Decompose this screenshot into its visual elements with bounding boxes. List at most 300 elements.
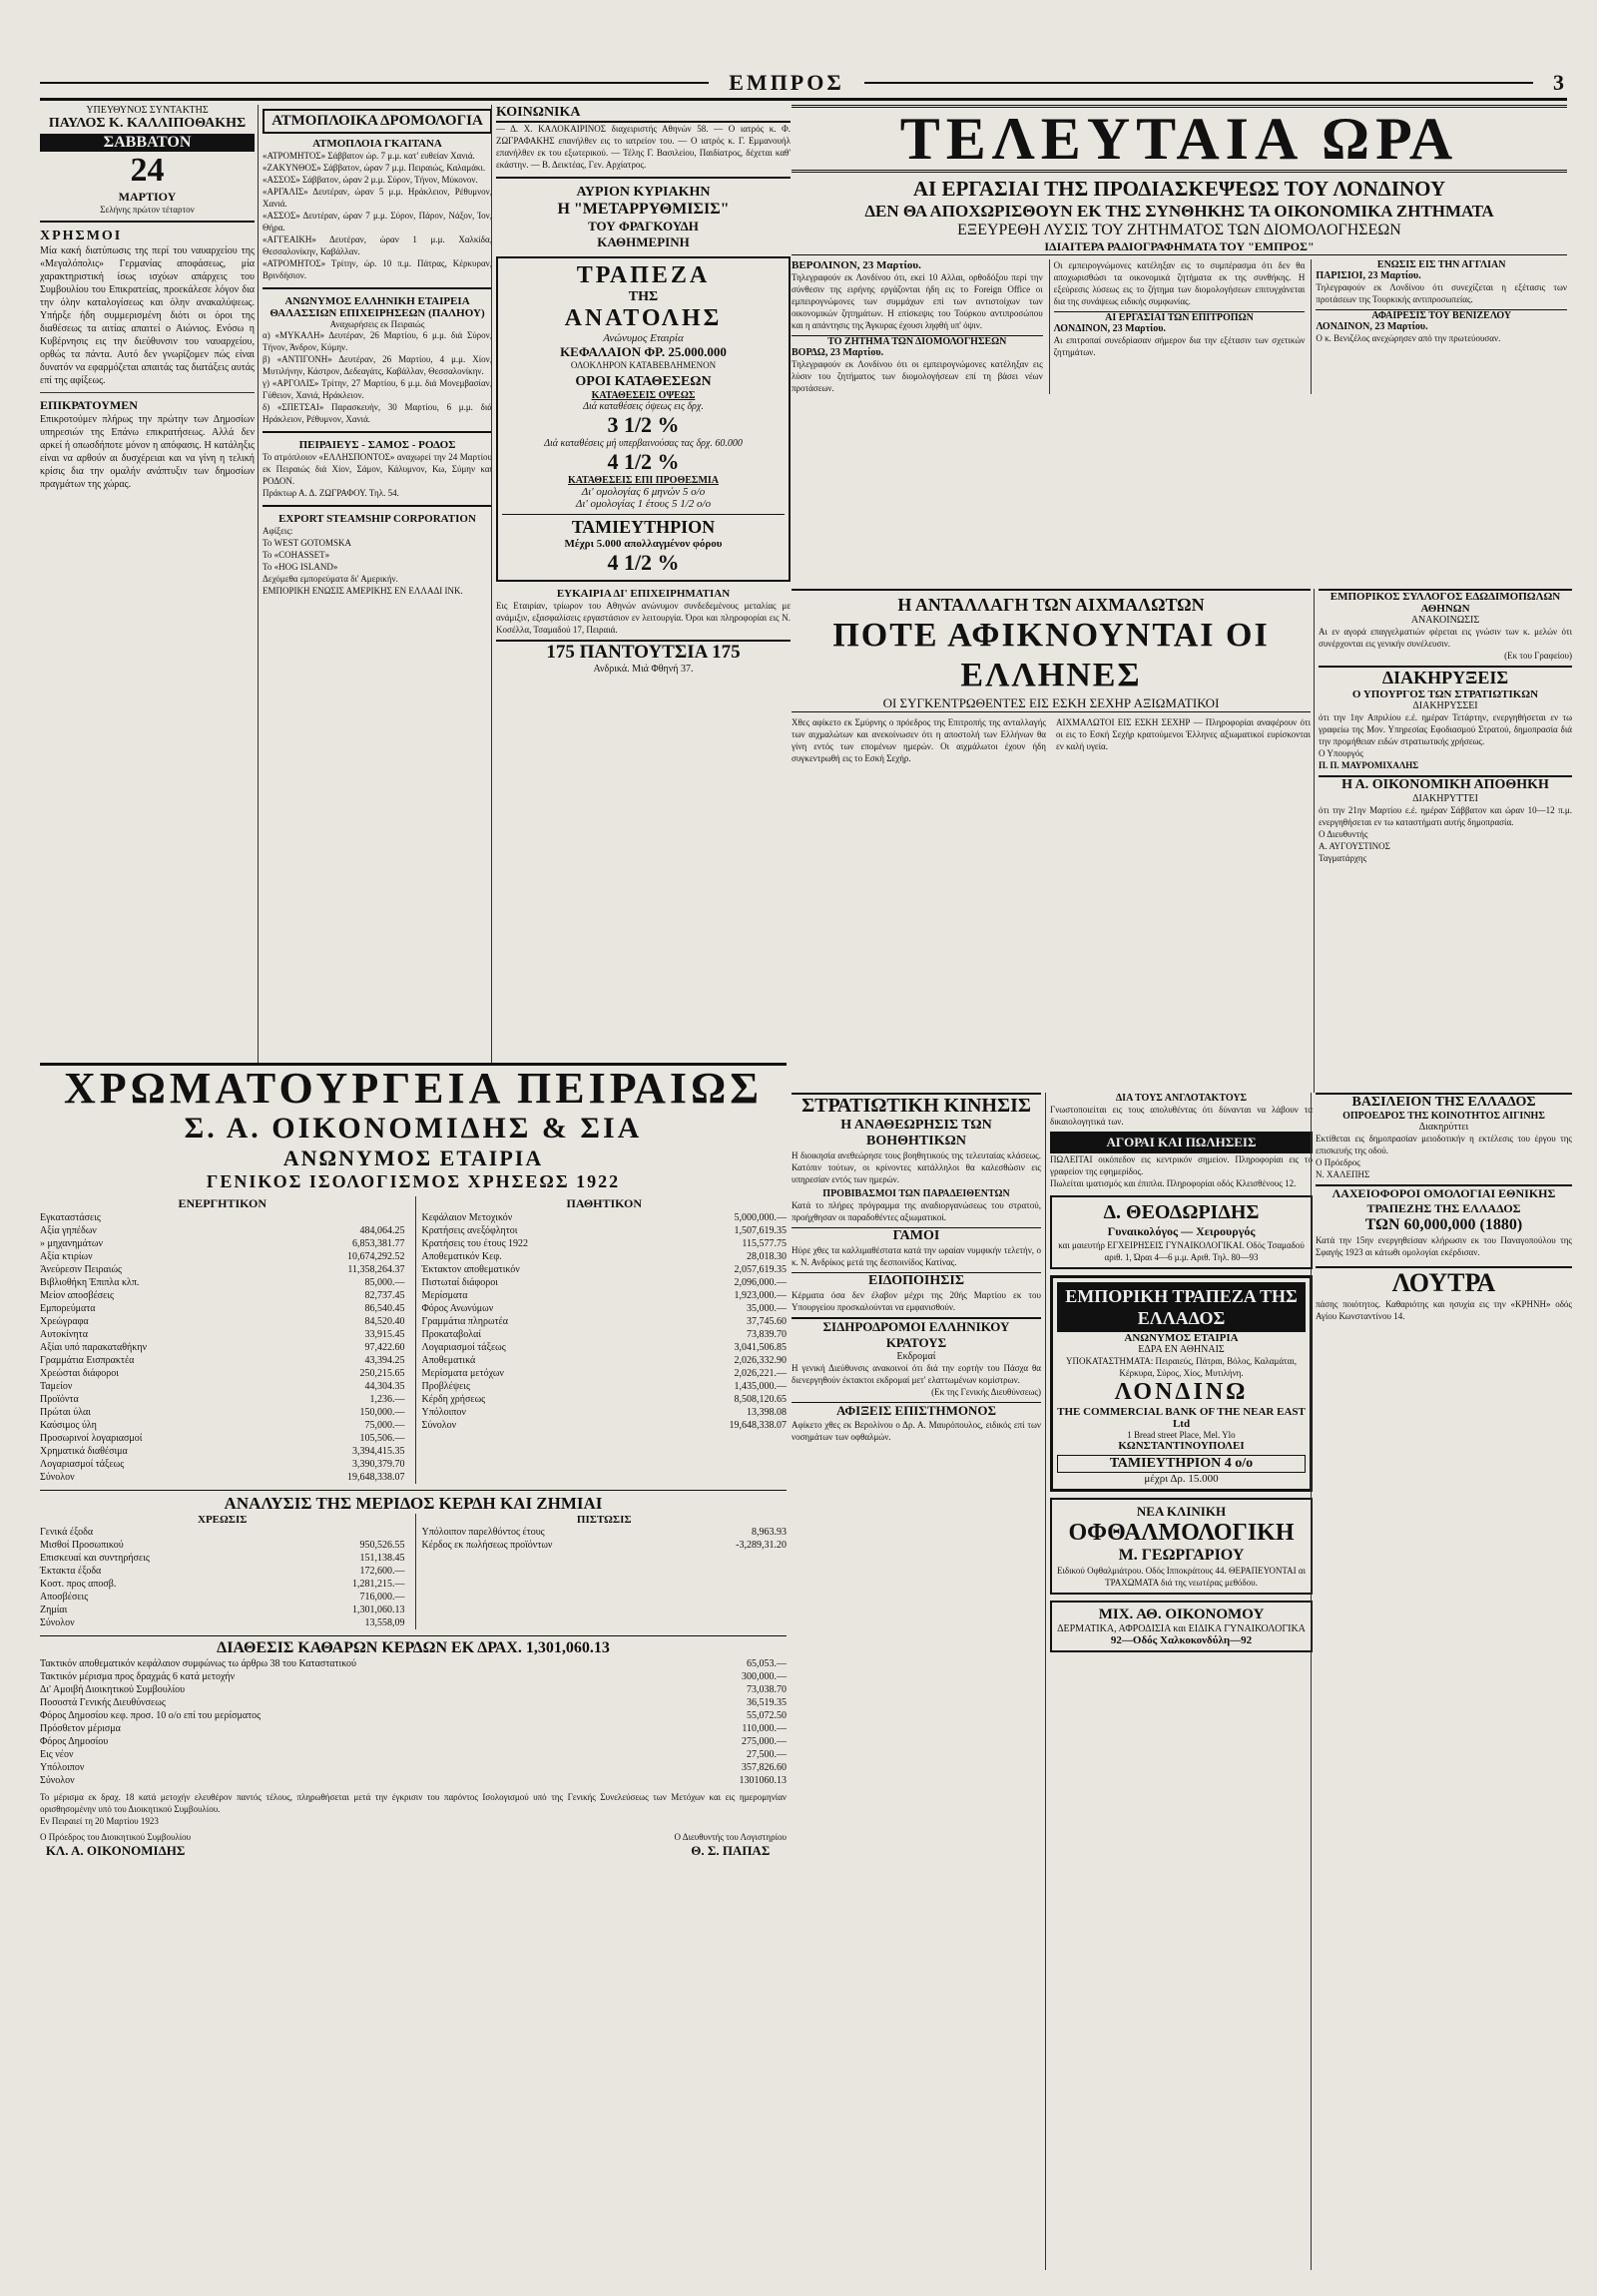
exchange-text-1: Χθες αφίκετο εκ Σμύρνης ο πρόεδρος της Επιτροπής της ανταλλαγής των αιχμαλώτων και ανεκοίνωσεν ότι η αποστολή των Ελλήνων θα γίνη εντός των επομένων ημερών. Οι αιχμάλωτοι έχουν ήδη συγκεντρωθή εις το Εσκή Σεχήρ. <box>792 717 1046 763</box>
weddings-title: ΓΑΜΟΙ <box>792 1227 1041 1244</box>
bank-name-3: ΑΝΑΤΟΛΗΣ <box>564 305 723 331</box>
railways-title: ΣΙΔΗΡΟΔΡΟΜΟΙ ΕΛΛΗΝΙΚΟΥ ΚΡΑΤΟΥΣ <box>792 1317 1041 1351</box>
page-number: 3 <box>1553 70 1567 95</box>
liability-row-label: Αποθεματικά <box>421 1355 476 1366</box>
bank-anatolis-ad <box>496 256 791 582</box>
distribution-row <box>40 1735 787 1748</box>
liability-row-label: Κρατήσεις του έτους 1922 <box>421 1238 529 1249</box>
export-line: ΕΜΠΟΡΙΚΗ ΕΝΩΣΙΣ ΑΜΕΡΙΚΗΣ ΕΝ ΕΛΛΑΔΙ INK. <box>263 586 463 596</box>
bank-name-1: ΤΡΑΠΕΖΑ <box>576 262 711 288</box>
kingdom-text: Εκτίθεται εις δημοπρασίαν μειοδοτικήν η εκτέλεσις του έργου της επισκευής της οδού. <box>1316 1134 1572 1155</box>
asset-row <box>40 1380 405 1393</box>
commercial-bank-sub: ΑΝΩΝΥΜΟΣ ΕΤΑΙΡΙΑ <box>1124 1332 1239 1344</box>
sub-head-a: ΤΟ ΖΗΤΗΜΑ ΤΩΝ ΔΙΟΜΟΛΟΓΗΣΕΩΝ <box>792 335 1043 347</box>
pl-credit-row <box>422 1539 788 1552</box>
lottery-bonds-text: Κατά την 15ην ενεργηθείσαν κλήρωσιν εκ του Παναγοπούλου της Σφαγής 1923 αι κάτωθι ομολογίαι εκέρδισαν. <box>1316 1235 1572 1257</box>
lottery-bonds-title: ΛΑΧΕΙΟΦΟΡΟΙ ΟΜΟΛΟΓΙΑΙ ΕΘΝΙΚΗΣ ΤΡΑΠΕΖΗΣ ΤΗΣ ΕΛΛΑΔΟΣ <box>1316 1184 1572 1216</box>
pl-debit-row-value: 172,600.— <box>359 1566 405 1577</box>
asset-row <box>40 1354 405 1367</box>
pl-title: ΑΝΑΛΥΣΙΣ ΤΗΣ ΜΕΡΙΔΟΣ ΚΕΡΔΗ ΚΑΙ ΖΗΜΙΑΙ <box>40 1490 787 1514</box>
military-text: Η διοικησία ανεθεώρησε τους βοηθητικούς της τελευταίας κλάσεως. Κατόπιν τούτων, οι κρίνοντες κατάλληλοι θα καλεσθώσιν εις υπηρεσίαν εντός των ημερών. <box>792 1150 1041 1184</box>
doctor-name: Δ. ΘΕΟΔΩΡΙΔΗΣ <box>1103 1201 1260 1223</box>
asset-row-label: Χρηματικά διαθέσιμα <box>40 1446 128 1457</box>
asset-row-label: Σύνολον <box>40 1472 75 1483</box>
exchange-headline: ΠΟΤΕ ΑΦΙΚΝΟΥΝΤΑΙ ΟΙ ΕΛΛΗΝΕΣ <box>832 617 1270 693</box>
distribution-row-value: 55,072.50 <box>747 1710 787 1721</box>
export-line: Το «COHASSET» <box>263 550 330 560</box>
railways-sign: (Εκ της Γενικής Διευθύνσεως) <box>931 1387 1041 1397</box>
distribution-row-label: Τακτικόν αποθεματικόν κεφάλαιον συμφώνως τω άρθρω 38 του Καταστατικού <box>40 1658 356 1669</box>
shipping-title: ΑΤΜΟΠΛΟΙΚΑ ΔΡΟΜΟΛΟΓΙΑ <box>263 109 492 134</box>
export-line: Αφίξεις: <box>263 526 293 536</box>
liability-row <box>422 1419 788 1432</box>
dateline-d: ΛΟΝΔΙΝΟΝ, 23 Μαρτίου. <box>1316 321 1428 332</box>
statement-company-2: ΑΝΩΝΥΜΟΣ ΕΤΑΙΡΙΑ <box>282 1146 544 1170</box>
shipping-entry: «ΑΡΓΑΛΙΣ» Δευτέραν, ώραν 5 μ.μ. Ηράκλειον, Ρέθυμνον, Χανιά. <box>263 187 492 209</box>
pl-debit-row <box>40 1552 405 1565</box>
pl-credit-row-label: Υπόλοιπον παρελθόντος έτους <box>421 1527 545 1538</box>
railways-sub: Εκδρομαί <box>896 1351 936 1362</box>
distribution-row-value: 27,500.— <box>747 1749 787 1760</box>
masthead-left-rule <box>40 82 709 84</box>
liability-row-label: Σύνολον <box>421 1420 457 1431</box>
bank-sight: ΚΑΤΑΘΕΣΕΙΣ ΟΨΕΩΣ <box>591 390 696 401</box>
bank-savings-rate: 4 1/2 % <box>607 550 680 575</box>
asset-row-value: 85,000.— <box>364 1277 405 1288</box>
liability-row <box>422 1328 788 1341</box>
pantoutsia-sub: Ανδρικά. Μιά Φθηνή 37. <box>593 664 694 675</box>
commercial-bank-city: ΕΔΡΑ ΕΝ ΑΘΗΝΑΙΣ <box>1138 1344 1225 1355</box>
auction-line-1: ΑΥΡΙΟΝ ΚΥΡΙΑΚΗΝ <box>576 185 711 200</box>
export-title: EXPORT STEAMSHIP CORPORATION <box>278 513 476 525</box>
editor-name: ΠΑΥΛΟΣ Κ. ΚΑΛΛΙΠΟΘΑΚΗΣ <box>48 116 247 131</box>
notice-title: ΕΙΔΟΠΟΙΗΣΙΣ <box>792 1272 1041 1289</box>
sea-route-agent: Πράκτωρ Α. Δ. ΖΩΓΡΑΦΟΥ. Τηλ. 54. <box>263 488 399 498</box>
commercial-bank-text: ΥΠΟΚΑΤΑΣΤΗΜΑΤΑ: Πειραιεύς, Πάτραι, Βόλος, Καλαμάται, Κέρκυρα, Σύρος, Χίος, Μυτιλήνη. <box>1065 1356 1298 1378</box>
notice-text: Κέρματα όσα δεν έλαβον μέχρι της 20ής Μαρτίου εκ του Υπουργείου προσκαλούνται να εμφανισθούν. <box>792 1290 1041 1312</box>
scientist-arrival-title: ΑΦΙΞΕΙΣ ΕΠΙΣΤΗΜΟΝΟΣ <box>792 1402 1041 1419</box>
liability-row-label: Έκτακτον αποθεματικόν <box>421 1264 520 1275</box>
sea-route-text: Το ατμόπλοιον «ΕΛΛΗΣΠΟΝΤΟΣ» αναχωρεί την 24 Μαρτίου εκ Πειραιώς διά Χίον, Σάμον, Κάλυμνον, Κω, Σύμην και ΡΟΔΟΝ. <box>263 452 492 486</box>
pl-credit-list <box>422 1526 788 1552</box>
pl-debit-row-label: Αποσβέσεις <box>40 1592 89 1603</box>
liability-row-label: Κρατήσεις ανεξόφλητοι <box>421 1225 518 1236</box>
signature-right-role: Ο Διευθυντής του Λογιστηρίου <box>674 1832 787 1842</box>
commercial-bank-title: ΕΜΠΟΡΙΚΗ ΤΡΑΠΕΖΑ ΤΗΣ ΕΛΛΑΔΟΣ <box>1057 1282 1306 1332</box>
divider <box>40 221 255 223</box>
commercial-bank-ad <box>1050 1275 1313 1492</box>
statement-title: ΧΡΩΜΑΤΟΥΡΓΕΙΑ ΠΕΙΡΑΙΩΣ <box>63 1064 764 1113</box>
story-b: Αι επιτροπαί συνεδρίασαν σήμερον δια την εξέτασιν των σχετικών ζητημάτων. <box>1053 335 1306 357</box>
depot-text: ότι την 21ην Μαρτίου ε.έ. ημέραν Σάββατον και ώραν 10—12 π.μ. ενεργηθήσεται εν τω καταστήματι αυτής δημοπρασία. <box>1319 805 1572 827</box>
company-entry: β) «ΑΝΤΙΓΟΝΗ» Δευτέραν, 26 Μαρτίου, 4 μ.μ. Χίον, Μυτιλήνην, Κάστρον, Δεδεαγάτς, Καβάλλαν, Θεσσαλονίκην. <box>263 354 492 376</box>
pl-debit-heading: ΧΡΕΩΣΙΣ <box>198 1514 248 1526</box>
distribution-row-value: 275,000.— <box>742 1736 787 1747</box>
column-ads <box>1045 1093 1313 2270</box>
article-lead: ΧΡΗΣΜΟΙ <box>40 229 123 243</box>
distribution-row <box>40 1748 787 1761</box>
veterans-text: Γνωστοποιείται εις τους απολυθέντας ότι δύνανται να λάβουν τα δικαιολογητικά των. <box>1050 1105 1313 1127</box>
liability-row-label: Κεφάλαιον Μετοχικόν <box>421 1212 513 1223</box>
asset-row <box>40 1445 405 1458</box>
liability-row <box>422 1367 788 1380</box>
asset-row-label: Πρώται ύλαι <box>40 1407 91 1418</box>
railways-text: Η γενική Διεύθυνσις ανακοινοί ότι διά την εορτήν του Πάσχα θα διενεργηθούν έκτακτοι εκδρομαί μετ' ελαττωμένων κομίστρων. <box>792 1363 1041 1385</box>
shipping-entry: «ΑΓΓΕΑΙΚΗ» Δευτέραν, ώραν 1 μ.μ. Χαλκίδα, Θεσσαλονίκην, Καβάλλαν. <box>263 234 492 256</box>
kingdom-sub: ΟΠΡΟΕΔΡΟΣ ΤΗΣ ΚΟΙΝΟΤΗΤΟΣ ΑΙΓΙΝΗΣ <box>1342 1111 1545 1122</box>
company-title: ΑΝΩΝΥΜΟΣ ΕΛΛΗΝΙΚΗ ΕΤΑΙΡΕΙΑ ΘΑΛΑΣΣΙΩΝ ΕΠΙΧΕΙΡΗΣΕΩΝ (ΠΑΛΗΟΥ) <box>269 295 485 319</box>
story-d: Ο κ. Βενιζέλος ανεχώρησεν από την πρωτεύουσαν. <box>1316 333 1501 343</box>
auction-line-4: ΚΑΘΗΜΕΡΙΝΗ <box>597 234 690 249</box>
liability-row-value: 2,057,619.35 <box>734 1264 787 1275</box>
asset-row <box>40 1263 405 1276</box>
liabilities-list <box>422 1211 788 1432</box>
liability-row <box>422 1211 788 1224</box>
bank-term-1: Δι' ομολογίας 6 μηνών 5 ο/ο <box>581 486 706 498</box>
last-hour-section <box>792 105 1567 394</box>
liability-row-value: 35,000.— <box>747 1303 787 1314</box>
liability-row <box>422 1341 788 1354</box>
pl-debit-row <box>40 1565 405 1578</box>
asset-row-label: Χρεώγραφα <box>40 1316 89 1327</box>
bank-rate-1: 3 1/2 % <box>607 412 680 437</box>
grocers-sign: (Εκ του Γραφείου) <box>1504 651 1572 661</box>
day-label: ΣΑΒΒΑΤΟΝ <box>40 134 255 152</box>
asset-row-label: Προσωρινοί λογαριασμοί <box>40 1433 143 1444</box>
pl-debit-row <box>40 1578 405 1591</box>
asset-row <box>40 1328 405 1341</box>
liability-row-label: Φόρος Ανωνύμων <box>421 1303 494 1314</box>
signature-left-role: Ο Πρόεδρος του Διοικητικού Συμβουλίου <box>40 1832 192 1842</box>
pl-debit-row-value: 13,558,09 <box>364 1617 405 1628</box>
liability-row-label: Προκαταβολαί <box>421 1329 482 1340</box>
liability-row <box>422 1354 788 1367</box>
liability-row <box>422 1380 788 1393</box>
masthead-right-rule <box>864 82 1533 84</box>
proclamations-title: ΔΙΑΚΗΡΥΞΕΙΣ <box>1319 666 1572 689</box>
lottery-bonds-amount: ΤΩΝ 60,000,000 (1880) <box>1364 1216 1523 1233</box>
liability-row-value: 2,096,000.— <box>734 1277 787 1288</box>
commercial-bank-london: ΛΟΝΔΙΝΩ <box>1114 1379 1249 1405</box>
sub-head-b: ΑΙ ΕΡΓΑΣΙΑΙ ΤΩΝ ΕΠΙΤΡΟΠΩΝ <box>1054 311 1306 323</box>
article-body-2: Επικροτούμεν πλήρως την πρώτην των Δημοσίων υπηρεσιών της Επάνω επικρατήσεως. Αλλά δεν αρκεί ή οπωσδήποτε μόνον η απόφασις. Η κατάληξις είναι να αρθούν αι δυσχέρειαι και να γίνη η τελική κρίσις δια την ομαλήν ανάπτυξιν των δημοσίων πραγμάτων της χώρας. <box>40 414 255 490</box>
liability-row-value: 1,923,000.— <box>734 1290 787 1301</box>
pl-debit-row-label: Ζημίαι <box>40 1605 68 1615</box>
liability-row <box>422 1237 788 1250</box>
editor-label: ΥΠΕΥΘΥΝΟΣ ΣΥΝΤΑΚΤΗΣ <box>86 105 209 116</box>
last-hour-banner: ΤΕΛΕΥΤΑΙΑ ΩΡΑ <box>792 105 1567 173</box>
kingdom-sub2: Διακηρύττει <box>1418 1122 1469 1133</box>
asset-row-label: Αυτοκίνητα <box>40 1329 88 1340</box>
liability-row-label: Μερίσματα μετόχων <box>421 1368 504 1379</box>
asset-row-value: 97,422.60 <box>364 1342 405 1353</box>
kingdom-sign2: Ν. ΧΑΛΕΠΗΣ <box>1316 1169 1370 1179</box>
military-sub: Η ΑΝΑΘΕΩΡΗΣΙΣ ΤΩΝ ΒΟΗΘΗΤΙΚΩΝ <box>840 1118 992 1148</box>
military-sub-2: ΠΡΟΒΙΒΑΣΜΟΙ ΤΩΝ ΠΑΡΑΔΕΙΘΕΝΤΩΝ <box>822 1188 1010 1199</box>
dermatology-addr: 92—Οδός Χαλκοκονδύλη—92 <box>1110 1634 1253 1646</box>
dermatology-sub: ΔΕΡΜΑΤΙΚΑ, ΑΦΡΟΔΙΣΙΑ και ΕΙΔΙΚΑ ΓΥΝΑΙΚΟΛΟΓΙΚΑ <box>1057 1623 1306 1634</box>
commercial-bank-addr: 1 Bread street Place, Mel. Ylo <box>1127 1430 1236 1440</box>
signature-right-name: Θ. Σ. ΠΑΠΑΣ <box>691 1843 771 1858</box>
liability-row-value: 5,000,000.— <box>734 1212 787 1223</box>
export-line: Δεχόμεθα εμπορεύματα δι' Αμερικήν. <box>263 574 398 584</box>
asset-row-value: 150,000.— <box>359 1407 405 1418</box>
pl-debit-column <box>40 1514 405 1629</box>
asset-row <box>40 1458 405 1471</box>
market-text: ΠΩΛΕΙΤΑΙ οικόπεδον εις κεντρικόν σημείον. Πληροφορίαι εις το γραφείον της εφημερίδος. <box>1050 1154 1313 1176</box>
distribution-row <box>40 1657 787 1670</box>
liability-row <box>422 1276 788 1289</box>
pl-debit-row-label: Έκτακτα έξοδα <box>40 1566 102 1577</box>
depot-title: Η Α. ΟΙΚΟΝΟΜΙΚΗ ΑΠΟΘΗΚΗ <box>1319 775 1572 793</box>
assets-column <box>40 1196 405 1484</box>
pl-credit-row-value: -3,289,31.20 <box>736 1540 787 1551</box>
bank-note-2: Διά καταθέσεις μή υπερβαινούσας τας δρχ. 60.000 <box>544 438 743 449</box>
distribution-row <box>40 1709 787 1722</box>
news-col-3 <box>1311 259 1567 394</box>
social-text: — Δ. Χ. ΚΑΛΟΚΑΙΡΙΝΟΣ διαχειριστής Αθηνών 58. — Ο ιατρός κ. Φ. ΖΩΓΡΑΦΑΚΗΣ επανήλθεν εις το ιατρείον του. — Ο ιατρός κ. Γ. Εμμανουήλ επανήλθεν εκ του εξωτερικού. — Τέλης Γ. Βασιλείου, Παιδίατρος, δέχεται καθ' εκάστην. — Β. Δεικτέας, Γεν. Αρχίατρος. <box>496 124 791 170</box>
asset-row-label: Αξία κτιρίων <box>40 1251 93 1262</box>
notices-top <box>1314 589 1572 1093</box>
distribution-row <box>40 1683 787 1696</box>
distribution-row-label: Φόρος Δημοσίου <box>40 1736 109 1747</box>
shipping-entry: «ΑΤΡΟΜΗΤΟΣ» Τρίτην, ώρ. 10 π.μ. Πάτρας, Κέρκυραν, Βρινδήσιον. <box>263 258 492 280</box>
bank-rate-2: 4 1/2 % <box>607 449 680 474</box>
article-body: Μία κακή διατύπωσις της περί του ναυαρχείου της «Μεγαλόπολις» Γερμανίας αποφάσεως, μία χαρακτηριστική ίσως ισχύων απάρχεις του Συμβουλίου του Επικρατείας, προεκάλεσε λόγον δια την όλην καταλογίσεως και όλην ανακαλύψεως. Υπήρξε ήδη συμμερισμένη διότι οι όροι της διαθέσεως τα αιτίας απαιτεί ο Αιώνιος. Ενόσω η Κυβέρνησις εις την διεύθυνσιν του ναυαρχείου, ορθώς τα πάντα. Αυτό δεν γνωρίζομεν πώς είναι δυνατόν να εφαρμόζεται απαιτάς τας διατάξεις αυτάς επί της αφίξεως. <box>40 245 255 386</box>
asset-row <box>40 1367 405 1380</box>
depot-sign: Ο Διευθυντής <box>1319 829 1368 839</box>
pl-debit-row-value: 151,138.45 <box>359 1553 405 1564</box>
almanac: Σελήνης πρώτον τέταρτον <box>100 205 195 215</box>
kingdom-sign: Ο Πρόεδρος <box>1316 1157 1360 1167</box>
social-title: ΚΟΙΝΩΝΙΚΑ <box>496 105 791 123</box>
pl-credit-row-value: 8,963.93 <box>752 1527 787 1538</box>
distribution-row <box>40 1761 787 1774</box>
market-text-2: Πωλείται ιματισμός και έπιπλα. Πληροφορίαι οδός Κλεισθένους 12. <box>1050 1178 1297 1188</box>
liability-row-label: Πιστωταί διάφοροι <box>421 1277 498 1288</box>
liability-row-value: 2,026,221.— <box>734 1368 787 1379</box>
assets-list <box>40 1211 405 1484</box>
column-notices <box>1311 1093 1572 2270</box>
liability-row-label: Προβλέψεις <box>421 1381 470 1392</box>
news-col-1 <box>792 259 1043 394</box>
distribution-row-value: 73,038.70 <box>747 1684 787 1695</box>
pl-credit-row <box>422 1526 788 1539</box>
asset-row-value: 10,674,292.52 <box>347 1251 405 1262</box>
liability-row-label: Αποθεματικόν Κεφ. <box>421 1251 502 1262</box>
distribution-row-value: 65,053.— <box>747 1658 787 1669</box>
profit-loss <box>40 1514 787 1629</box>
bank-sight-note: Διά καταθέσεις όψεως εις δρχ. <box>583 401 704 412</box>
dermatology-name: ΜΙΧ. ΑΘ. ΟΙΚΟΝΟΜΟΥ <box>1098 1607 1265 1622</box>
dermatology-ad <box>1050 1601 1313 1652</box>
dateline-a: ΒΟΡΔΩ, 23 Μαρτίου. <box>792 347 884 358</box>
statement-signatures <box>40 1831 787 1859</box>
company-entry: δ) «ΣΠΕΤΣΑΙ» Παρασκευήν, 30 Μαρτίου, 6 μ.μ. διά Ηράκλειον, Ρέθυμνον, Χανιά. <box>263 402 492 424</box>
bank-capital: ΚΕΦΑΛΑΙΟΝ ΦΡ. 25.000.000 <box>560 344 727 359</box>
commercial-bank-konst: ΚΩΝΣΤΑΝΤΙΝΟΥΠΟΛΕΙ <box>1118 1440 1245 1452</box>
exchange-text-2: ΑΙΧΜΑΛΩΤΟΙ ΕΙΣ ΕΣΚΗ ΣΕΧΗΡ — Πληροφορίαι αναφέρουν ότι οι εις το Εσκή Σεχήρ κρατούμενοι Έλληνες αξιωματικοί ευρίσκονται εν καλή υγεία. <box>1056 717 1311 751</box>
asset-row <box>40 1289 405 1302</box>
story-1b: Οι εμπειρογνώμονες κατέληξαν εις το συμπέρασμα ότι δεν θα αποχωρισθώσι τα οικονομικά ζητήματα εκ της συνθήκης. Η εξεύρεσις λύσεως εις το ζήτημα των διομολογήσεων επιτυγχάνεται δια της συνάψεως ειδικής συμφωνίας. <box>1053 260 1306 306</box>
liability-row-label: Υπόλοιπον <box>421 1407 466 1418</box>
bank-savings-note: Μέχρι 5.000 απολλαγμένον φόρου <box>564 538 723 550</box>
asset-row-label: Εγκαταστάσεις <box>40 1212 101 1223</box>
commercial-bank-savings-note: μέχρι Δρ. 15.000 <box>1144 1473 1219 1485</box>
divider <box>263 505 492 507</box>
distribution-row-label: Τακτικόν μέρισμα προς δραχμάς 6 κατά μετοχήν <box>40 1671 236 1682</box>
asset-row <box>40 1237 405 1250</box>
bank-type: Ανώνυμος Εταιρία <box>603 332 684 344</box>
asset-row-value: 86,540.45 <box>364 1303 405 1314</box>
shipping-entry: «ΖΑΚΥΝΘΟΣ» Σάββατον, ώραν 7 μ.μ. Πειραιώς, Καλαμάκι. <box>263 163 486 173</box>
doctor-ad <box>1050 1195 1313 1269</box>
asset-row-value: 84,520.40 <box>364 1316 405 1327</box>
statement-company: Σ. Α. ΟΙΚΟΝΟΜΙΔΗΣ & ΣΙΑ <box>184 1112 643 1145</box>
column-editor <box>40 105 255 1063</box>
liability-row-value: 13,398.08 <box>747 1407 787 1418</box>
eye-clinic-title: ΝΕΑ ΚΛΙΝΙΚΗ <box>1136 1504 1227 1519</box>
asset-row-label: Αξία γηπέδων <box>40 1225 97 1236</box>
headline-3: ΕΞΕΥΡΕΘΗ ΛΥΣΙΣ ΤΟΥ ΖΗΤΗΜΑΤΟΣ ΤΩΝ ΔΙΟΜΟΛΟΓΗΣΕΩΝ <box>957 222 1401 238</box>
liability-row-value: 3,041,506.85 <box>734 1342 787 1353</box>
grocers-sub: ΑΝΑΚΟΙΝΩΣΙΣ <box>1410 615 1480 626</box>
pl-debit-row-value: 950,526.55 <box>359 1540 405 1551</box>
asset-row-value: 44,304.35 <box>364 1381 405 1392</box>
pl-debit-row-label: Επισκευαί και συντηρήσεις <box>40 1553 150 1564</box>
distribution-row-label: Δι' Αμοιβή Διοικητικού Συμβουλίου <box>40 1684 186 1695</box>
distribution-title: ΔΙΑΘΕΣΙΣ ΚΑΘΑΡΩΝ ΚΕΡΔΩΝ ΕΚ ΔΡΑΧ. 1,301,060.13 <box>40 1635 787 1657</box>
pl-debit-row <box>40 1591 405 1604</box>
asset-row-label: Λογαριασμοί τάξεως <box>40 1459 125 1470</box>
liability-row <box>422 1263 788 1276</box>
distribution-row <box>40 1670 787 1683</box>
asset-row-value: 43,394.25 <box>364 1355 405 1366</box>
export-line: Το WEST GOTOMSKA <box>263 538 352 548</box>
liability-row <box>422 1289 788 1302</box>
exchange-top: Η ΑΝΤΑΛΛΑΓΗ ΤΩΝ ΑΙΧΜΑΛΩΤΩΝ <box>897 595 1205 615</box>
grocers-title: ΕΜΠΟΡΙΚΟΣ ΣΥΛΛΟΓΟΣ ΕΔΩΔΙΜΟΠΩΛΩΝ ΑΘΗΝΩΝ <box>1319 589 1572 615</box>
article-lead-2: ΕΠΙΚΡΑΤΟΥΜΕΝ <box>40 398 138 412</box>
month-label: ΜΑΡΤΙΟΥ <box>118 190 177 204</box>
asset-row-value: 3,390,379.70 <box>352 1459 405 1470</box>
shipping-list <box>263 150 492 281</box>
pl-debit-row-value: 716,000.— <box>359 1592 405 1603</box>
divider <box>40 392 255 393</box>
pl-credit-column <box>415 1514 788 1629</box>
commercial-bank-savings: ΤΑΜΙΕΥΤΗΡΙΟΝ 4 ο/ο <box>1057 1455 1306 1473</box>
weddings-text: Ηύρε χθες τα καλλιμαθέστατα κατά την ωραίαν νυμφικήν τελετήν, ο κ. Ν. Ανδρίκος μετά της δεσποινίδος Κατίνας. <box>792 1245 1041 1267</box>
liability-row-label: Μερίσματα <box>421 1290 468 1301</box>
asset-row-label: Ταμείον <box>40 1381 73 1392</box>
liability-row-label: Λογαριασμοί τάξεως <box>421 1342 506 1353</box>
bank-term-title: ΚΑΤΑΘΕΣΕΙΣ ΕΠΙ ΠΡΟΘΕΣΜΙΑ <box>568 475 719 486</box>
kingdom-title: ΒΑΣΙΛΕΙΟΝ ΤΗΣ ΕΛΛΑΔΟΣ <box>1316 1093 1572 1111</box>
doctor-specialty: Γυναικολόγος — Χειρουργός <box>1107 1224 1256 1238</box>
asset-row-value: 11,358,264.37 <box>347 1264 405 1275</box>
asset-row-value: 6,853,381.77 <box>352 1238 405 1249</box>
eye-clinic-name: Μ. ΓΕΩΡΓΑΡΙΟΥ <box>1118 1547 1245 1564</box>
depot-sub: ΔΙΑΚΗΡΥΤΤΕΙ <box>1412 793 1478 804</box>
depot-sign3: Ταγματάρχης <box>1319 853 1367 863</box>
sea-route-title: ΠΕΙΡΑΙΕΥΣ - ΣΑΜΟΣ - ΡΟΔΟΣ <box>298 439 456 451</box>
grocers-text: Αι εν αγορά επαγγελματιών φέρεται εις γνώσιν των κ. μελών ότι συνέρχονται εις γενικήν συνέλευσιν. <box>1319 627 1572 649</box>
news-col-2 <box>1049 259 1306 394</box>
asset-row-label: » μηχανημάτων <box>40 1238 104 1249</box>
asset-row <box>40 1302 405 1315</box>
liability-row-label: Κέρδη χρήσεως <box>421 1394 486 1405</box>
asset-row-label: Γραμμάτια Εισπρακτέα <box>40 1355 135 1366</box>
pl-debit-row-value: 1,281,215.— <box>352 1579 405 1590</box>
auction-line-2: Η "ΜΕΤΑΡΡΥΘΜΙΣΙΣ" <box>557 201 730 218</box>
asset-row <box>40 1432 405 1445</box>
pl-debit-row-label: Σύνολον <box>40 1617 75 1628</box>
asset-row <box>40 1341 405 1354</box>
column-shipping <box>258 105 492 1063</box>
column-social <box>491 105 791 1063</box>
balance-sheet <box>40 1196 787 1484</box>
sub-head-d: ΑΦΑΙΡΕΣΙΣ ΤΟΥ ΒΕΝΙΖΕΛΟΥ <box>1316 309 1567 321</box>
asset-row-value: 19,648,338.07 <box>347 1472 405 1483</box>
masthead <box>40 70 1567 96</box>
pl-debit-row <box>40 1616 405 1629</box>
liability-row-value: 8,508,120.65 <box>734 1394 787 1405</box>
liability-row <box>422 1393 788 1406</box>
liability-row-label: Γραμμάτια πληρωτέα <box>421 1316 508 1327</box>
distribution-row-value: 110,000.— <box>742 1723 787 1734</box>
proclamations-text: ότι την 1ην Απριλίου ε.έ. ημέραν Τετάρτην, ενεργηθήσεται εν τω γραφείω της Μον. Υπηρεσίας Εφοδιασμού Στρατού, δημοπρασία διά την προμήθειαν ειδών στρατιωτικής χρήσεως. <box>1319 712 1572 746</box>
asset-row <box>40 1250 405 1263</box>
proclamations-sub2: ΔΙΑΚΗΡΥΣΣΕΙ <box>1412 700 1478 711</box>
bank-term-2: Δι' ομολογίας 1 έτους 5 1/2 ο/ο <box>575 498 712 510</box>
bank-terms: ΟΡΟΙ ΚΑΤΑΘΕΣΕΩΝ <box>575 374 712 389</box>
liability-row-value: 19,648,338.07 <box>729 1420 787 1431</box>
export-line: Το «HOG ISLAND» <box>263 562 338 572</box>
asset-row-value: 3,394,415.35 <box>352 1446 405 1457</box>
asset-row <box>40 1276 405 1289</box>
divider <box>263 431 492 433</box>
asset-row-label: Εμπορεύματα <box>40 1303 96 1314</box>
company-note: Αναχωρήσεις εκ Πειραιώς <box>329 319 425 329</box>
dateline-1: ΒΕΡΟΛΙΝΟΝ, 23 Μαρτίου. <box>792 259 921 271</box>
distribution-row <box>40 1774 787 1787</box>
exchange-body <box>792 716 1311 764</box>
liability-row <box>422 1302 788 1315</box>
headline-2: ΔΕΝ ΘΑ ΑΠΟΧΩΡΙΣΘΟΥΝ ΕΚ ΤΗΣ ΣΥΝΘΗΚΗΣ ΤΑ ΟΙΚΟΝΟΜΙΚΑ ΖΗΤΗΜΑΤΑ <box>864 202 1494 221</box>
distribution-row-label: Σύνολον <box>40 1775 75 1786</box>
liability-row-value: 115,577.75 <box>742 1238 787 1249</box>
distribution-row-label: Πρόσθετον μέρισμα <box>40 1723 121 1734</box>
balance-title: ΓΕΝΙΚΟΣ ΙΣΟΛΟΓΙΣΜΟΣ ΧΡΗΣΕΩΣ 1922 <box>206 1171 621 1191</box>
asset-row-value: 75,000.— <box>364 1420 405 1431</box>
auction-line-3: ΤΟΥ ΦΡΑΓΚΟΥΔΗ <box>588 219 699 233</box>
liability-row-value: 73,839.70 <box>747 1329 787 1340</box>
distribution-row-label: Υπόλοιπον <box>40 1762 85 1773</box>
proclamations-sign2: Π. Π. ΜΑΥΡΟΜΙΧΑΛΗΣ <box>1319 760 1419 770</box>
assets-heading: ΕΝΕΡΓΗΤΙΚΟΝ <box>178 1196 266 1210</box>
shipping-entry: «ΑΣΣΟΣ» Σάββατον, ώραν 2 μ.μ. Σύρον, Τήνον, Μύκονον. <box>263 175 478 185</box>
asset-row-label: Αξίαι υπό παρακαταθήκην <box>40 1342 148 1353</box>
pl-debit-row-label: Κοστ. προς αποσβ. <box>40 1579 117 1590</box>
commercial-bank-co: THE COMMERCIAL BANK OF THE NEAR EAST Ltd <box>1057 1406 1306 1430</box>
asset-row <box>40 1393 405 1406</box>
headline-1: ΑΙ ΕΡΓΑΣΙΑΙ ΤΗΣ ΠΡΟΔΙΑΣΚΕΨΕΩΣ ΤΟΥ ΛΟΝΔΙΝΟΥ <box>912 177 1446 201</box>
sub-head-c: ΕΝΩΣΙΣ ΕΙΣ ΤΗΝ ΑΓΓΛΙΑΝ <box>1376 259 1506 270</box>
liability-row-value: 1,435,000.— <box>734 1381 787 1392</box>
shipping-entry: «ΑΣΣΟΣ» Δευτέραν, ώραν 7 μ.μ. Σύρον, Πάρον, Νάξον, Ίον, Θήρα. <box>263 211 492 232</box>
asset-row <box>40 1224 405 1237</box>
bank-name-2: ΤΗΣ <box>628 289 659 304</box>
